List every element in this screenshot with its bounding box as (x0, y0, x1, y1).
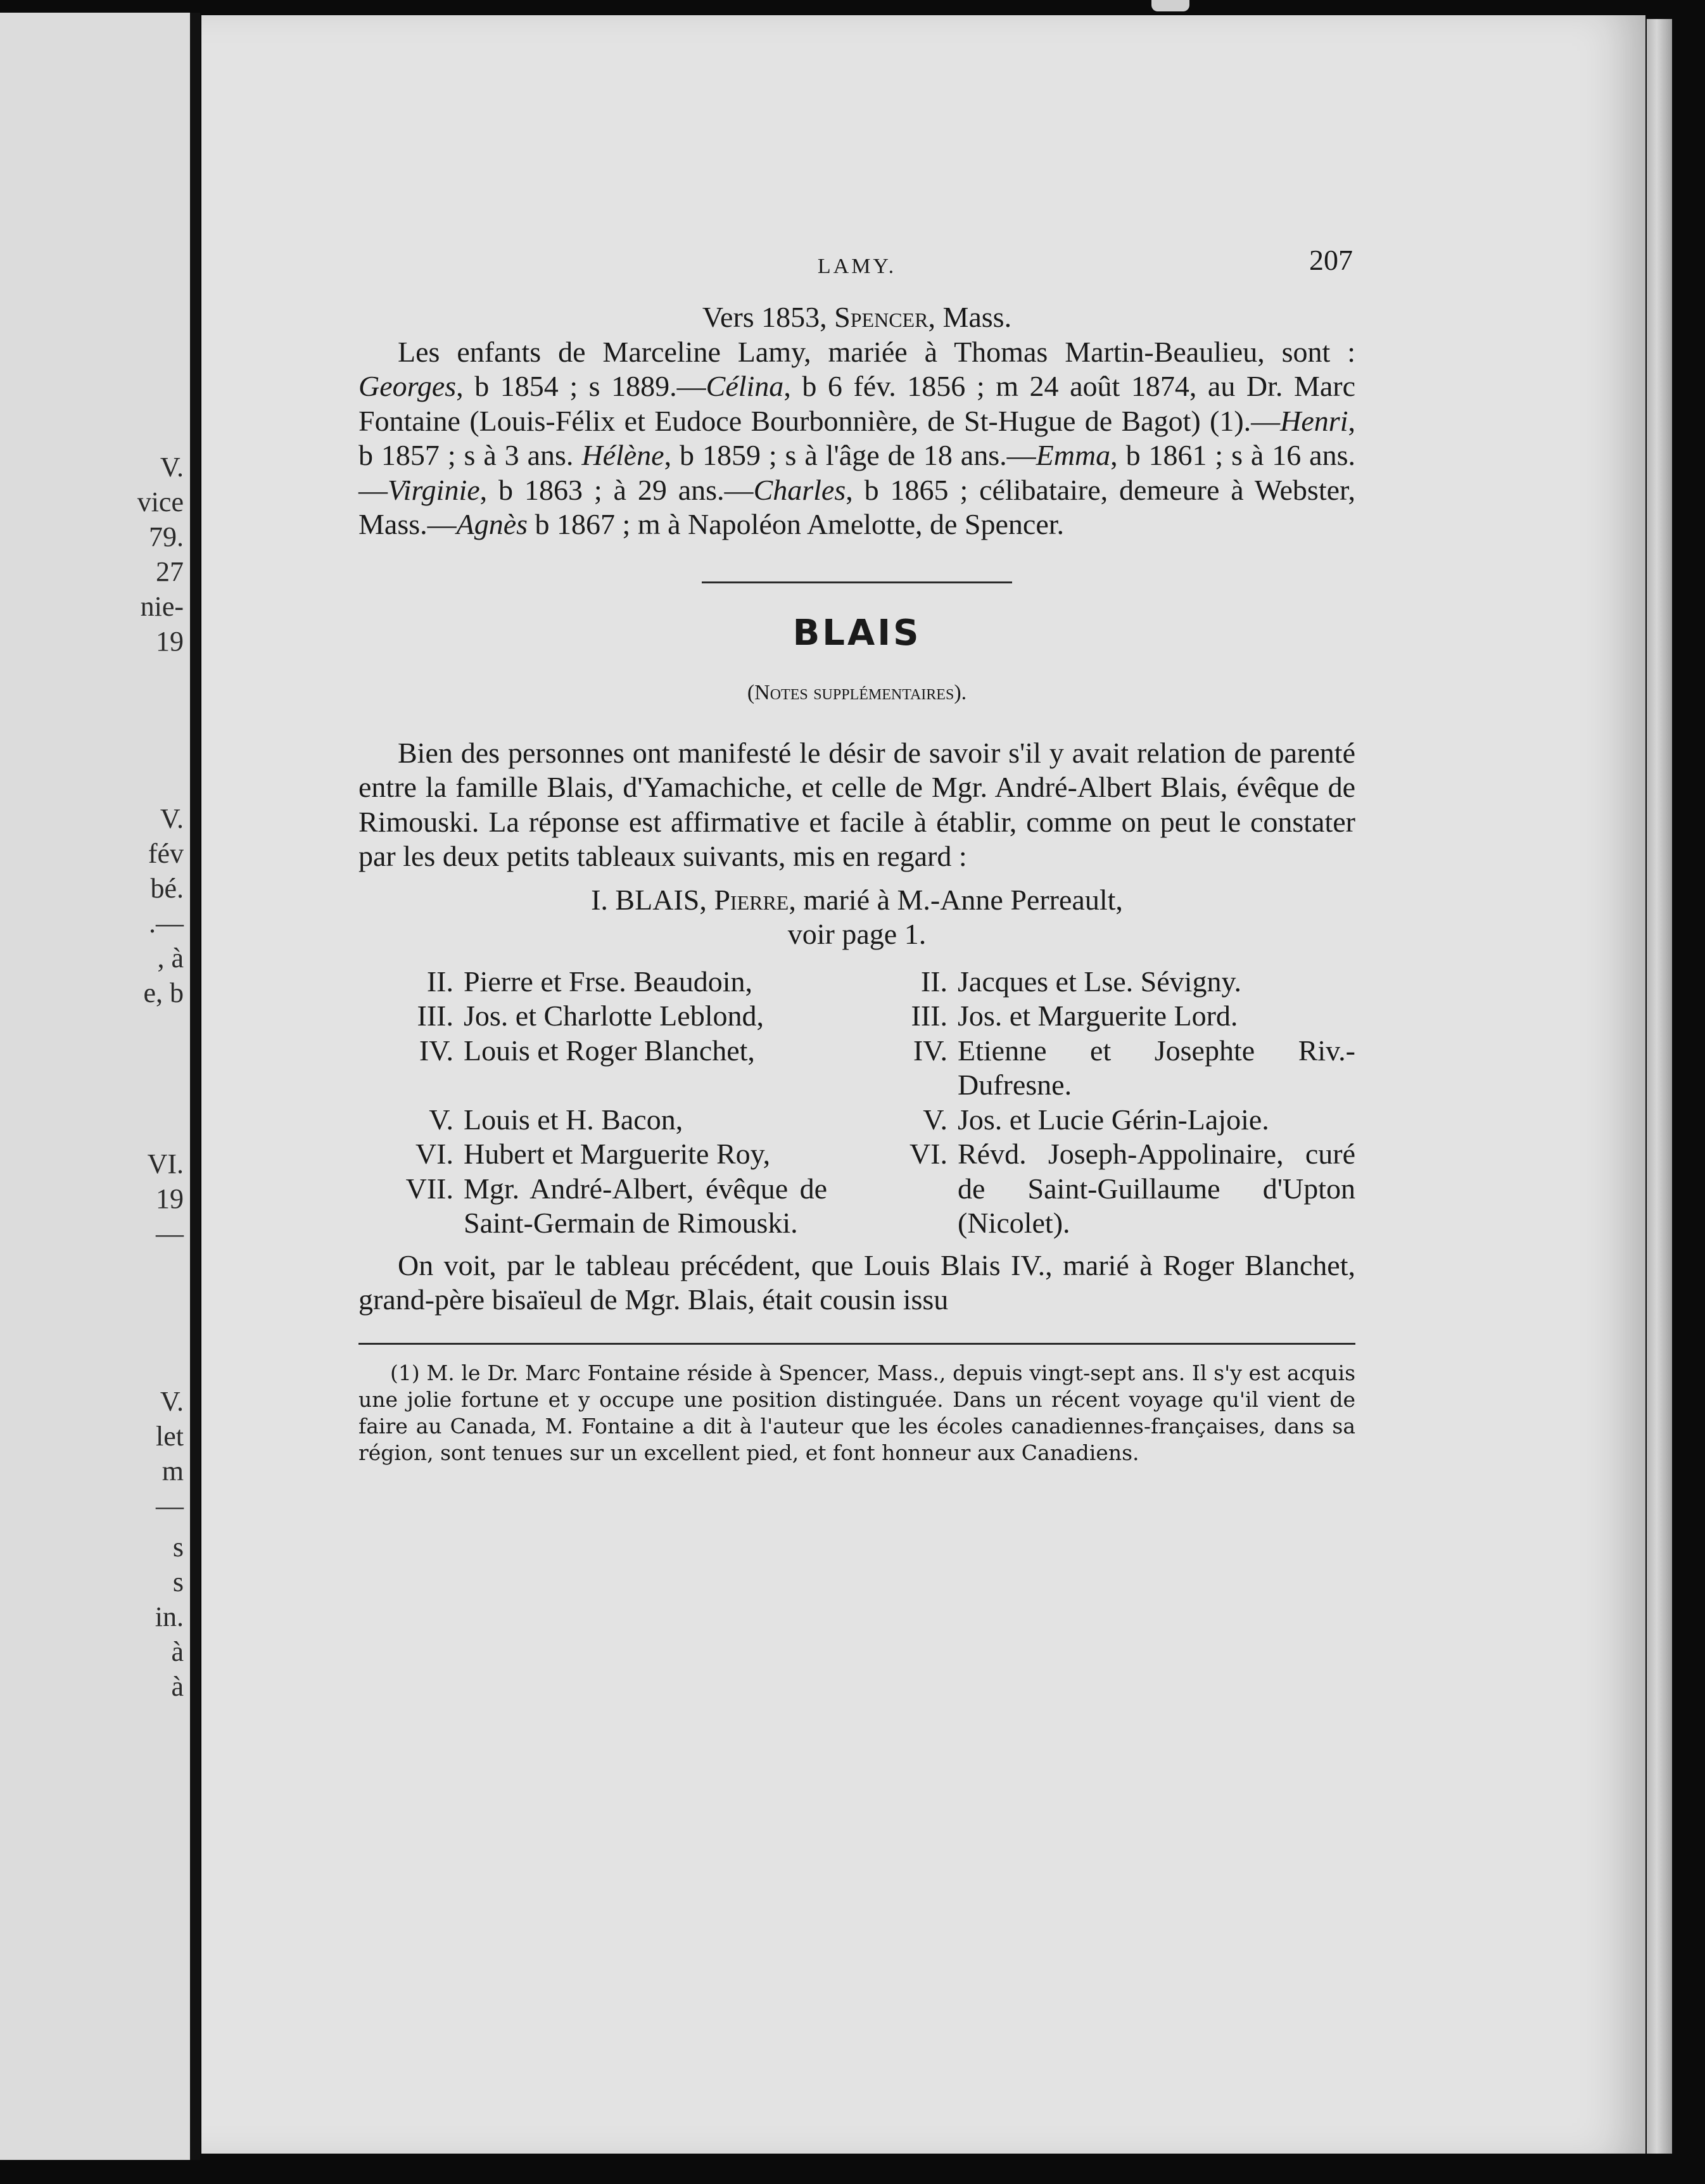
generation-text: Jos. et Lucie Gérin-Lajoie. (958, 1103, 1269, 1136)
page-edge (1647, 19, 1672, 2154)
generation-number: VI. (909, 1138, 948, 1170)
fragment-line: in. (155, 1601, 184, 1632)
generation-number: II. (920, 965, 948, 998)
generation-row (358, 965, 852, 1000)
footnote: (1) M. le Dr. Marc Fontaine réside à Spencer, Mass., depuis vingt-sept ans. Il s'y est acquis une jolie fortune et y occupe une position distinguée. Dans un récent voyage qu'il vient de faire au Canada, M. Fontaine a dit à l'auteur que les écoles canadiennes-françaises, dans sa région, sont tenues sur un excellent pied, et font honneur aux Canadiens. (358, 1360, 1355, 1465)
fragment-line: à (171, 1636, 184, 1667)
fragment-line: vice (137, 486, 184, 517)
adjacent-page-fragment (0, 13, 200, 2160)
generation-row-spacer (358, 1068, 852, 1103)
text-run: ( (747, 681, 755, 704)
fragment-line: VI. (147, 1148, 184, 1179)
footnote-divider (358, 1343, 1355, 1345)
generation-number: III. (417, 1000, 453, 1032)
fragment-line: 19 (156, 626, 184, 657)
generation-number: IV. (913, 1034, 948, 1067)
text-run: , b 1854 ; s 1889.— (456, 370, 706, 402)
text-run: Les enfants de Marceline Lamy, mariée à Thomas Martin-Beaulieu, sont : (398, 335, 1355, 368)
fragment-line: fév (148, 838, 184, 869)
generation-number (358, 1068, 464, 1103)
text-run: I. BLAIS, (591, 883, 714, 916)
generation-row (852, 965, 1355, 1000)
generation-row (852, 1137, 1355, 1241)
generation-number: III. (911, 1000, 948, 1032)
text-run: ). (954, 681, 967, 704)
generation-text: Jos. et Marguerite Lord. (958, 1000, 1238, 1032)
generation-text: Louis et Roger Blanchet, (464, 1034, 755, 1067)
running-head-title: LAMY. (817, 255, 897, 278)
text-run: , b 6 fév. 1856 ; m 24 août 1874, au Dr. Marc Fontaine (Louis-Félix et Eudoce Bourbonnière, de St-Hugue de Bagot) (1).— (358, 370, 1355, 437)
fragment-line: à (171, 1671, 184, 1702)
generation-number: V. (429, 1103, 453, 1136)
genealogy-column-left (358, 965, 852, 1241)
generation-row (358, 999, 852, 1034)
fragment-line: let (156, 1421, 184, 1452)
text-run: b 1867 ; m à Napoléon Amelotte, de Spencer. (528, 508, 1065, 540)
generation-text: Révd. Joseph-Appolinaire, curé de Saint-Guillaume d'Upton (Nicolet). (958, 1138, 1355, 1239)
fragment-line: — (156, 1490, 184, 1521)
generation-number: IV. (419, 1034, 453, 1067)
section-divider (702, 581, 1012, 583)
fragment-line: m (162, 1456, 184, 1487)
place-suffix: , Mass. (928, 301, 1012, 333)
fragment-line: , à (157, 943, 184, 974)
lamy-place-heading (358, 300, 1355, 335)
child-name: Emma (1036, 439, 1111, 471)
child-name: Hélène (581, 439, 664, 471)
generation-row (852, 999, 1355, 1034)
subtitle-text: Notes supplémentaires (754, 681, 954, 704)
fragment-line: — (156, 1218, 184, 1249)
genealogy-root-line (358, 883, 1355, 918)
generation-number: V. (923, 1103, 948, 1136)
generation-text: Hubert et Marguerite Roy, (464, 1138, 771, 1170)
text-run: , b 1859 ; s à l'âge de 18 ans.— (664, 439, 1036, 471)
fragment-line: e, b (143, 977, 184, 1008)
child-name: Agnès (456, 508, 528, 540)
section-subtitle (358, 676, 1355, 711)
blais-conclusion-paragraph: On voit, par le tableau précédent, que Louis Blais IV., marié à Roger Blanchet, grand-père bisaïeul de Mgr. Blais, était cousin issu (358, 1248, 1355, 1316)
text-run: , marié à M.-Anne Perreault, (789, 883, 1123, 916)
generation-row (852, 1103, 1355, 1138)
fragment-line: V. (160, 1386, 184, 1417)
fragment-line: nie- (140, 591, 184, 622)
page-tab (1151, 0, 1189, 11)
place-name: Spencer (834, 301, 929, 333)
text-run: , b 1863 ; à 29 ans.— (479, 473, 754, 506)
fragment-line: .— (149, 908, 184, 939)
child-name: Célina (706, 370, 784, 402)
root-given-name: Pierre (714, 883, 789, 916)
fragment-line: 27 (156, 556, 184, 587)
section-title: BLAIS (792, 612, 922, 654)
fragment-line: V. (160, 803, 184, 834)
generation-row (358, 1034, 852, 1069)
text-run: , b 1861 ; s à 16 ans. — (358, 439, 1355, 506)
generation-number: II. (426, 965, 453, 998)
generation-number: VI. (415, 1138, 453, 1170)
blais-intro-paragraph: Bien des personnes ont manifesté le désir de savoir s'il y avait relation de parenté entre la famille Blais, d'Yamachiche, et celle de Mgr. André-Albert Blais, évêque de Rimouski. La réponse est affirmative et facile à établir, comme on peut le constater par les deux petits tableaux suivants, mis en regard : (358, 736, 1355, 872)
genealogy-root-reference: voir page 1. (787, 918, 927, 950)
fragment-line: s (172, 1532, 184, 1563)
child-name: Georges (358, 370, 457, 402)
generation-text: Louis et H. Bacon, (464, 1103, 683, 1136)
child-name: Virginie (388, 473, 480, 506)
genealogy-column-right (852, 965, 1355, 1241)
running-head (358, 241, 1355, 285)
generation-number: VII. (405, 1172, 453, 1205)
generation-row (358, 1137, 852, 1172)
page-content (358, 241, 1355, 1466)
lamy-children-paragraph (358, 335, 1355, 542)
genealogy-root (358, 883, 1355, 952)
fragment-line: 79. (149, 521, 184, 552)
generation-text: Etienne et Josephte Riv.-Dufresne. (958, 1034, 1355, 1101)
fragment-line: bé. (150, 873, 184, 904)
generation-text: Jacques et Lse. Sévigny. (958, 965, 1241, 998)
text-run: , b 1865 ; célibataire, demeure à Webster, Mass.— (358, 473, 1356, 540)
child-name: Henri (1280, 404, 1348, 437)
generation-row (358, 1103, 852, 1138)
fragment-line: 19 (156, 1183, 184, 1214)
generation-row (358, 1172, 852, 1241)
page-number: 207 (1309, 244, 1353, 276)
child-name: Charles (753, 473, 846, 506)
text-run: , b 1857 ; s à 3 ans. (358, 404, 1355, 471)
generation-text (464, 1068, 852, 1103)
generation-row (852, 1034, 1355, 1103)
place-prefix: Vers 1853, (702, 301, 835, 333)
fragment-line: s (172, 1566, 184, 1597)
generation-text: Pierre et Frse. Beaudoin, (464, 965, 753, 998)
genealogy-table (358, 965, 1355, 1241)
fragment-line: V. (160, 452, 184, 483)
generation-text: Jos. et Charlotte Leblond, (464, 1000, 764, 1032)
generation-text: Mgr. André-Albert, évêque de Saint-Germain de Rimouski. (464, 1172, 827, 1239)
